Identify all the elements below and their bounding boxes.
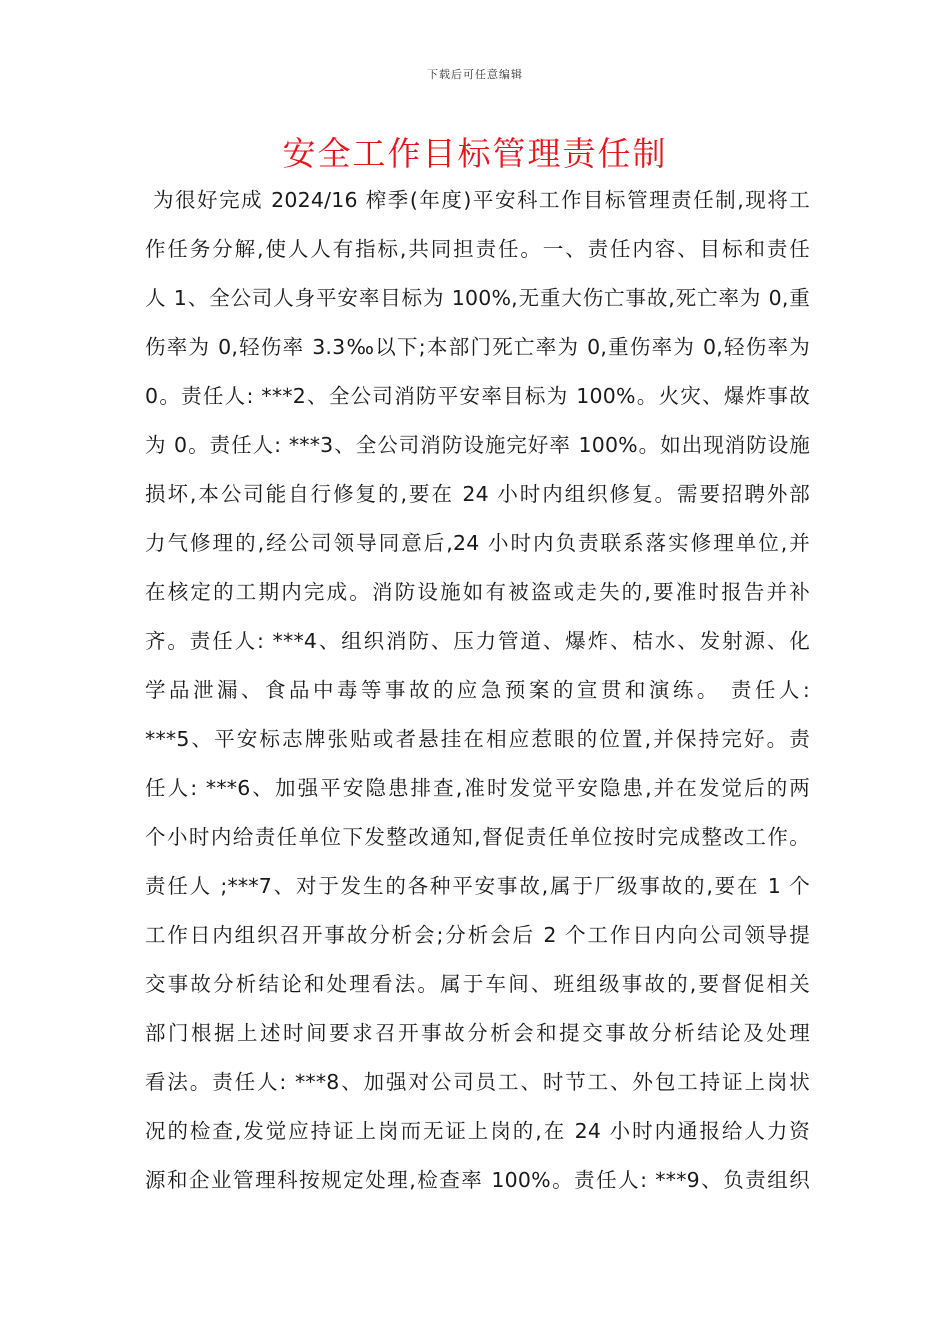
body-line: 为 0。责任人: ***3、全公司消防设施完好率 100%。如出现消防设施 xyxy=(145,433,810,457)
body-line: 工作日内组织召开事故分析会;分析会后 2 个工作日内向公司领导提 xyxy=(145,923,810,947)
body-line: 0。责任人: ***2、全公司消防平安率目标为 100%。火灾、爆炸事故 xyxy=(145,384,810,408)
body-line: 责任人 ;***7、对于发生的各种平安事故,属于厂级事故的,要在 1 个 xyxy=(145,874,810,898)
body-line: 源和企业管理科按规定处理,检查率 100%。责任人: ***9、负责组织 xyxy=(145,1168,810,1192)
body-line: 交事故分析结论和处理看法。属于车间、班组级事故的,要督促相关 xyxy=(145,972,810,996)
body-line: 在核定的工期内完成。消防设施如有被盗或走失的,要准时报告并补 xyxy=(145,580,810,604)
body-line: 个小时内给责任单位下发整改通知,督促责任单位按时完成整改工作。 xyxy=(145,825,810,849)
body-line: 伤率为 0,轻伤率 3.3‰以下;本部门死亡率为 0,重伤率为 0,轻伤率为 xyxy=(145,335,810,359)
body-line: 齐。责任人: ***4、组织消防、压力管道、爆炸、桔水、发射源、化 xyxy=(145,629,810,653)
body-line: 况的检查,发觉应持证上岗而无证上岗的,在 24 小时内通报给人力资 xyxy=(145,1119,810,1143)
header-note: 下载后可任意编辑 xyxy=(427,68,523,81)
body-line: 人 1、全公司人身平安率目标为 100%,无重大伤亡事故,死亡率为 0,重 xyxy=(145,286,810,310)
body-line: ***5、平安标志牌张贴或者悬挂在相应惹眼的位置,并保持完好。责 xyxy=(145,727,810,751)
body-line: 任人: ***6、加强平安隐患排查,准时发觉平安隐患,并在发觉后的两 xyxy=(145,776,810,800)
body-line: 部门根据上述时间要求召开事故分析会和提交事故分析结论及处理 xyxy=(145,1021,810,1045)
body-line: 力气修理的,经公司领导同意后,24 小时内负责联系落实修理单位,并 xyxy=(145,531,810,555)
body-line: 为很好完成 2024/16 榨季(年度)平安科工作目标管理责任制,现将工 xyxy=(153,188,810,212)
body-line: 损坏,本公司能自行修复的,要在 24 小时内组织修复。需要招聘外部 xyxy=(145,482,810,506)
document-body xyxy=(145,176,810,1205)
document-title: 安全工作目标管理责任制 xyxy=(282,134,668,173)
body-line: 作任务分解,使人人有指标,共同担责任。一、责任内容、目标和责任 xyxy=(145,237,810,261)
body-line: 学品泄漏、食品中毒等事故的应急预案的宣贯和演练。 责任人: xyxy=(145,678,810,702)
body-line: 看法。责任人: ***8、加强对公司员工、时节工、外包工持证上岗状 xyxy=(145,1070,810,1094)
